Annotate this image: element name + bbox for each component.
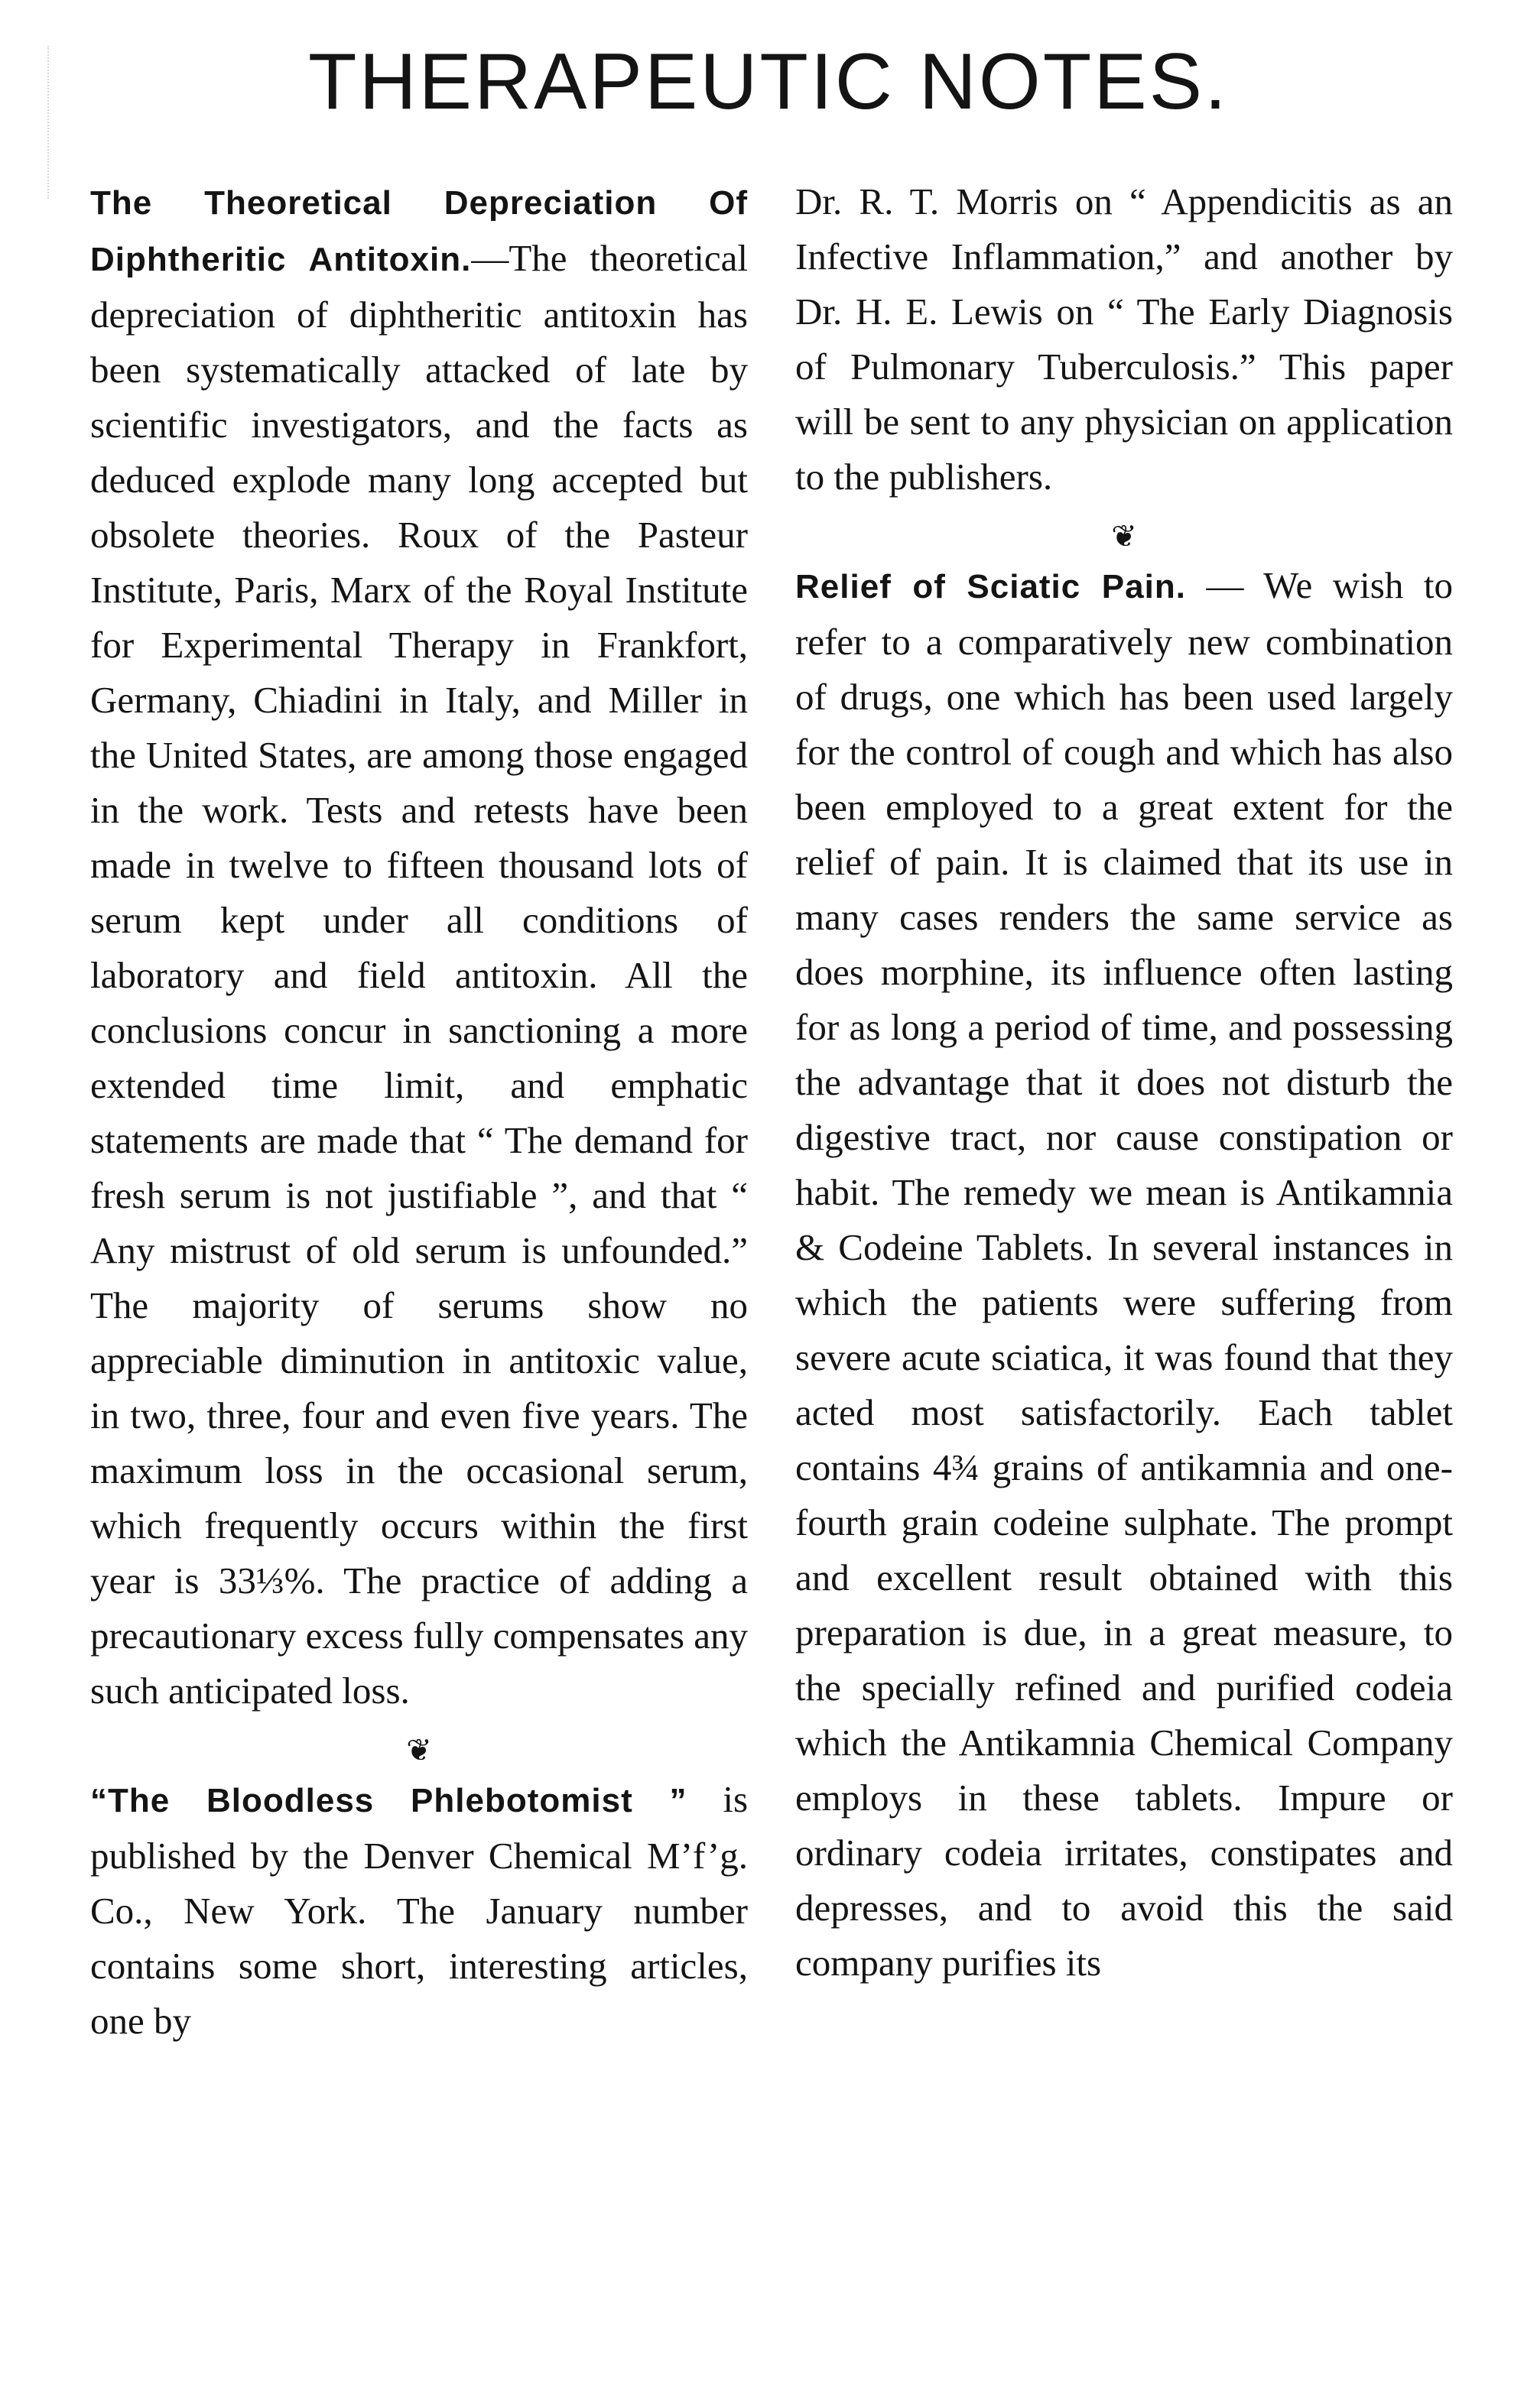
sciatic-article: [795, 558, 1453, 1991]
sciatic-body: — We wish to refer to a comparatively new combination of drugs, one which has been used largely for the control of cough and which has also been employed to a great extent for the relief of pain. It is claimed that its use in many cases renders the same service as does morphine, its influence often lasting for as long a period of time, and possessing the advantage that it does not disturb the digestive tract, nor cause constipation or habit. The remedy we mean is Antikamnia & Codeine Tablets. In several instances in which the patients were suffering from severe acute sciatica, it was found that they acted most satisfactorily. Each tablet contains 4¾ grains of antikamnia and one-fourth grain codeine sulphate. The prompt and excellent result obtained with this preparation is due, in a great measure, to the specially refined and purified codeia which the Antikamnia Chemical Company employs in these tablets. Impure or ordinary codeia irritates, constipates and depresses, and to avoid this the said company purifies its: [795, 564, 1454, 1984]
phlebotomist-heading: “The Bloodless Phlebotomist ”: [90, 1782, 687, 1819]
phlebotomist-body-right: Dr. R. T. Morris on “ Appendicitis as an Infective Inflammation,” and another by Dr. H. E. Lewis on “ The Early Diagnosis of Pulmonary Tuberculosis.” This paper will be sent to any physician on application to the publishers.: [795, 180, 1453, 498]
left-column: [90, 174, 748, 2049]
phlebotomist-body-left: is published by the Denver Chemical M’f’g. Co., New York. The January number contains some short, interesting articles, one by: [90, 1778, 749, 2042]
ornament-fleuron: ❦: [406, 1733, 432, 1767]
antitoxin-heading: The Theoretical Depreciation Of Diphtheritic Antitoxin.: [90, 184, 748, 278]
antitoxin-article: [90, 174, 748, 1718]
sciatic-heading: Relief of Sciatic Pain.: [795, 568, 1186, 605]
ornament-fleuron: ❦: [1111, 519, 1137, 553]
phlebotomist-article-continued: [795, 174, 1453, 505]
antitoxin-body: —The theoretical depreciation of diphtheritic antitoxin has been systematically attacked of late by scientific investigators, and the facts as deduced explode many long accepted but obsolete theories. Roux of the Pasteur Institute, Paris, Marx of the Royal Institute for Experimental Therapy in Frankfort, Germany, Chiadini in Italy, and Miller in the United States, are among those engaged in the work. Tests and retests have been made in twelve to fifteen thousand lots of serum kept under all conditions of laboratory and field antitoxin. All the conclusions concur in sanctioning a more extended time limit, and emphatic statements are made that “ The demand for fresh serum is not justifiable ”, and that “ Any mistrust of old serum is unfounded.” The majority of serums show no appreciable diminution in antitoxic value, in two, three, four and even five years. The maximum loss in the occasional serum, which frequently occurs within the first year is 33⅓%. The practice of adding a precautionary excess fully compensates any such anticipated loss.: [90, 237, 748, 1712]
phlebotomist-article-start: [90, 1772, 748, 2049]
page-title: THERAPEUTIC NOTES.: [308, 37, 1229, 126]
right-column: [795, 174, 1453, 1991]
